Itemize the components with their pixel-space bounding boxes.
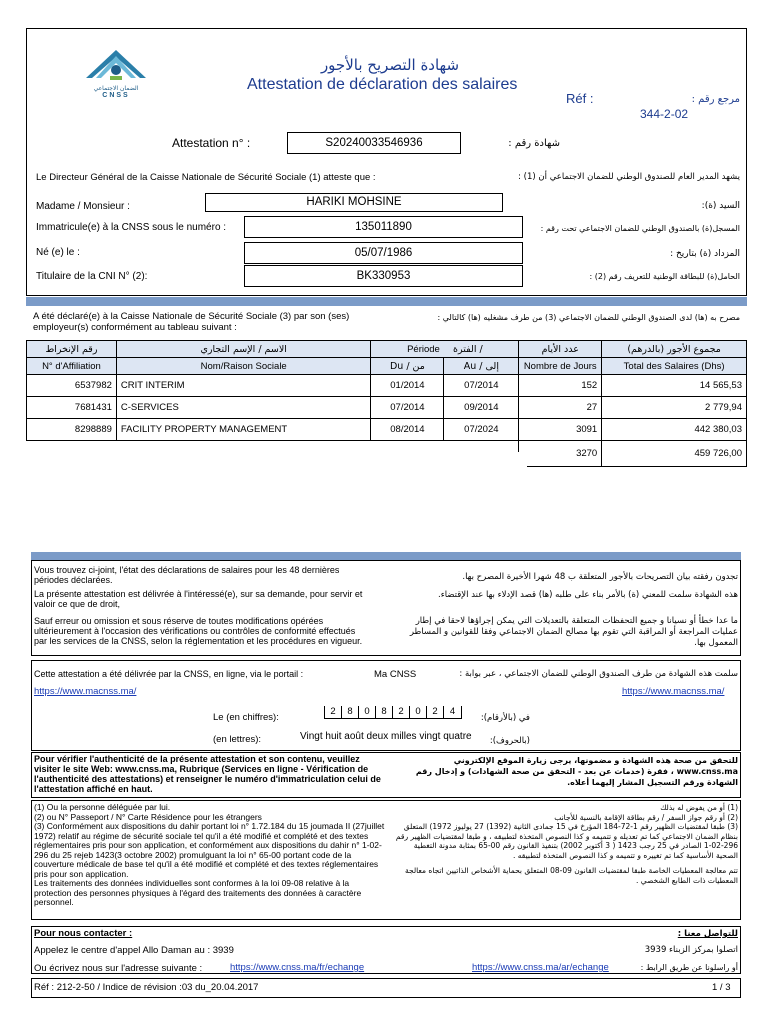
date-digit: 0 bbox=[359, 706, 376, 718]
note-3-ar: ما عدا خطأ أو نسيانا و جميع التحفظات المتعلقة بالتعديلات التي يمكن إجراؤها لاحقا في إطار عمليات المراجعة أو المراقبة التي تقوم بها مصالح الضمان الاجتماعي وفقا للقوانين و المساطر المعمول بها. bbox=[409, 616, 738, 648]
note-1-fr: Vous trouvez ci-joint, l'état des déclarations de salaires pour les 48 dernières périodes déclarées. bbox=[34, 565, 340, 585]
th-affiliation-fr: N° d'Affiliation bbox=[27, 358, 117, 375]
footer-ref: Réf : 212-2-50 / Indice de révision :03 du_20.04.2017 bbox=[34, 982, 259, 993]
portal-link-right[interactable]: https://www.macnss.ma/ bbox=[622, 686, 725, 697]
cell-name: FACILITY PROPERTY MANAGEMENT bbox=[116, 419, 371, 441]
cell-du: 07/2014 bbox=[371, 397, 444, 419]
table-row bbox=[27, 375, 747, 397]
ref-label-fr: Réf : bbox=[566, 91, 594, 106]
th-days-fr: Nombre de Jours bbox=[519, 358, 602, 375]
cnss-logo-icon bbox=[80, 48, 152, 82]
letters-label-ar: (بالحروف): bbox=[489, 736, 530, 746]
contact-call-ar: اتصلوا بمركز الزبناء 3939 bbox=[644, 945, 738, 955]
title-ar: شهادة التصريح بالأجور bbox=[320, 56, 460, 74]
page-number: 1 / 3 bbox=[712, 982, 731, 993]
cell-affiliation: 6537982 bbox=[27, 375, 117, 397]
note-1-ar: تجدون رفقته بيان التصريحات بالأجور المتعلقة ب 48 شهرا الأخيرة المصرح بها. bbox=[462, 572, 738, 582]
cell-affiliation: 8298889 bbox=[27, 419, 117, 441]
field-label-birth-ar: المزداد (ة) بتاريخ : bbox=[670, 249, 740, 259]
portal-link-left[interactable]: https://www.macnss.ma/ bbox=[34, 686, 137, 697]
field-value-birth: 05/07/1986 bbox=[244, 242, 523, 264]
field-label-name-ar: السيد (ة): bbox=[701, 201, 740, 211]
date-digit: 2 bbox=[325, 706, 342, 718]
contact-call-fr: Appelez le centre d'appel Allo Daman au : 3939 bbox=[34, 945, 234, 956]
cell-days: 3091 bbox=[519, 419, 602, 441]
intro-fr: Le Directeur Général de la Caisse Nationale de Sécurité Sociale (1) atteste que : bbox=[36, 172, 376, 183]
footnote-3-ar: (3) طبقا لمقتضيات الظهير رقم 1-72-184 المؤرخ في 15 جمادى الثانية (1392) 27 يوليوز 1972) المتعلق بنظام الضمان الاجتماعي كما تم تعديله و تتميمه و كذا النصوص المتخذة لتطبيقه ، و طبقا لمقتضيات الظهير رقم 296-02-1 الصادر في 25 رجب 1423 ( 3 أكتوبر 2002) بتنفيذ القانون رقم 00-65 بمثابة مدونة التغطية الصحية الأساسية كما تم تغييره و تتميمه و كذا النصوص المتخذة لتطبيقه . bbox=[395, 822, 738, 860]
field-label-birth: Né (e) le : bbox=[36, 247, 80, 258]
logo-caption-ar: الضمان الاجتماعي bbox=[93, 85, 139, 92]
cell-au: 09/2014 bbox=[444, 397, 519, 419]
footnote-2-ar: (2) أو رقم جواز السفر / رقم بطاقة الإقامة بالنسبة للأجانب bbox=[554, 812, 738, 822]
declared-ar: مصرح به (ها) لدى الصندوق الوطني للضمان الاجتماعي (3) من طرف مشغليه (ها) كالتالي : bbox=[437, 313, 740, 322]
th-days-ar: عدد الأيام bbox=[519, 341, 602, 358]
cell-total: 14 565,53 bbox=[602, 375, 747, 397]
contact-link-ar[interactable]: https://www.cnss.ma/ar/echange bbox=[472, 962, 609, 973]
th-total-ar: مجموع الأجور (بالدرهم) bbox=[602, 341, 747, 358]
declared-fr: A été déclaré(e) à la Caisse Nationale de Sécurité Sociale (3) par son (ses) employeur(s) conformément au tableau suivant : bbox=[33, 311, 350, 333]
footnote-1-ar: (1) أو من يفوض له بذلك bbox=[660, 803, 738, 812]
th-au: Au / إلى bbox=[444, 358, 519, 375]
cell-total: 2 779,94 bbox=[602, 397, 747, 419]
footnotes-ar bbox=[390, 803, 738, 885]
field-label-cni: Titulaire de la CNI N° (2): bbox=[36, 271, 148, 282]
th-affiliation-ar: رقم الإنخراط bbox=[27, 341, 117, 358]
field-label-cnss-ar: المسجل(ة) بالصندوق الوطني للضمان الاجتماعي تحت رقم : bbox=[540, 224, 740, 233]
cell-name: C-SERVICES bbox=[116, 397, 371, 419]
footnote-4-fr: Les traitements des données individuelles sont conformes à la loi 09-08 relative à la protection des personnes physiques à l'égard des traitements des données à caractère personnel. bbox=[34, 878, 362, 907]
table-row bbox=[27, 419, 747, 441]
contact-title-fr: Pour nous contacter : bbox=[34, 928, 133, 939]
attestation-label: Attestation n° : bbox=[172, 136, 251, 150]
salaries-table bbox=[26, 340, 747, 467]
separator-bar bbox=[26, 297, 747, 306]
sum-total: 459 726,00 bbox=[602, 441, 747, 467]
attestation-number: S20240033546936 bbox=[287, 132, 461, 154]
footnote-4-ar: تتم معالجة المعطيات الخاصة طبقا لمقتضيات القانون 09-08 المتعلق بحماية الأشخاص الذاتيين اتجاه معالجة المعطيات ذات الطابع الشخصي . bbox=[404, 866, 738, 885]
sum-days: 3270 bbox=[519, 441, 602, 467]
th-du: Du / من bbox=[371, 358, 444, 375]
field-label-cni-ar: الحامل(ة) للبطاقة الوطنية للتعريف رقم (2) : bbox=[589, 272, 740, 281]
cell-du: 08/2014 bbox=[371, 419, 444, 441]
lower-separator-bar bbox=[31, 552, 741, 560]
footnote-2-fr: (2) ou N° Passeport / N° Carte Résidence pour les étrangers bbox=[34, 811, 262, 822]
date-digits bbox=[324, 706, 462, 719]
field-label-cnss: Immatricule(e) à la CNSS sous le numéro : bbox=[36, 222, 227, 233]
title-fr: Attestation de déclaration des salaires bbox=[247, 76, 518, 93]
letters-label-fr: (en lettres): bbox=[213, 734, 262, 745]
date-label-fr: Le (en chiffres): bbox=[213, 712, 279, 723]
footnote-1-fr: (1) Ou la personne déléguée par lui. bbox=[34, 802, 171, 812]
cell-total: 442 380,03 bbox=[602, 419, 747, 441]
cell-days: 27 bbox=[519, 397, 602, 419]
th-total-fr: Total des Salaires (Dhs) bbox=[602, 358, 747, 375]
intro-ar: يشهد المدير العام للصندوق الوطني للضمان الاجتماعي أن (1) : bbox=[518, 172, 740, 182]
note-3-fr: Sauf erreur ou omission et sous réserve de toutes modifications opérées ultérieurement à l'occasion des vérifications ou contrôles de conformité effectués par les services de la CNSS, selon la réglementation et les procédures en vigueur. bbox=[34, 616, 363, 646]
table-total-filler bbox=[27, 452, 527, 476]
delivery-fr: Cette attestation a été délivrée par la CNSS, en ligne, via le portail : bbox=[34, 669, 304, 679]
table-row bbox=[27, 397, 747, 419]
field-value-cnss: 135011890 bbox=[244, 216, 523, 238]
contact-write-fr: Ou écrivez nous sur l'adresse suivante : bbox=[34, 963, 203, 974]
contact-link-fr[interactable]: https://www.cnss.ma/fr/echange bbox=[230, 962, 365, 973]
date-digit: 8 bbox=[376, 706, 393, 718]
cell-au: 07/2014 bbox=[444, 375, 519, 397]
footnote-3-fr: (3) Conformément aux dispositions du dahir portant loi n° 1.72.184 du 15 joumada II (27juillet 1972) relatif au régime de sécurité sociale tel qu'il a été modifié et complété et des textes réglementaires pris pour son application, et conformément aux dispositions du dahir n° 1-02-296 du 25 rejeb 1423(3 octobre 2002) promulguant la loi n° 65-00 portant code de la couverture médicale de base tel qu'il a été modifié et complété et des textes réglementaires pris pour son application. bbox=[34, 821, 385, 879]
delivery-ar: سلمت هذه الشهادة من طرف الصندوق الوطني للضمان الاجتماعي ، عبر بوابة : bbox=[459, 669, 738, 679]
cell-name: CRIT INTERIM bbox=[116, 375, 371, 397]
cnss-logo bbox=[80, 48, 152, 98]
cell-au: 07/2024 bbox=[444, 419, 519, 441]
th-period-fr: Période bbox=[407, 343, 440, 355]
th-period-ar: الفترة / bbox=[453, 343, 483, 355]
th-period bbox=[371, 341, 519, 358]
cell-du: 01/2014 bbox=[371, 375, 444, 397]
th-name-ar: الاسم / الإسم التجاري bbox=[116, 341, 371, 358]
field-value-cni: BK330953 bbox=[244, 265, 523, 287]
date-label-ar: في (بالأرقام): bbox=[480, 713, 530, 723]
logo-caption-fr: CNSS bbox=[102, 92, 130, 99]
contact-title-ar: للتواصل معنا : bbox=[677, 929, 738, 939]
th-name-fr: Nom/Raison Sociale bbox=[116, 358, 371, 375]
field-value-name: HARIKI MOHSINE bbox=[205, 193, 503, 212]
date-digit: 4 bbox=[449, 706, 456, 717]
verify-fr: Pour vérifier l'authenticité de la présente attestation et son contenu, veuillez visiter le site Web: www.cnss.ma, Rubrique (Services en ligne - Vérification de l'authenticité des attestations) et renseigner le numéro d'immatriculation celui de l'attestation affiché en haut. bbox=[34, 754, 381, 794]
note-2-ar: هذه الشهادة سلمت للمعني (ة) بالأمر بناء على طلبه (ها) قصد الإدلاء بها عند الإقتضاء. bbox=[438, 590, 738, 600]
verify-ar: للتحقق من صحة هذه الشهادة و مضمونها، يرجى زيارة الموقع الإلكتروني www.cnss.ma ، فقرة (خدمات عن بعد - التحقق من صحة الشهادات) و إدخال رقم الشهادة ورقم التسجيل المشار إليهما أعلاه. bbox=[415, 756, 738, 787]
field-label-name: Madame / Monsieur : bbox=[36, 201, 130, 212]
letters-value: Vingt huit août deux milles vingt quatre bbox=[300, 731, 472, 742]
cell-days: 152 bbox=[519, 375, 602, 397]
note-2-fr: La présente attestation est délivrée à l'intéressé(e), sur sa demande, pour servir et valoir ce que de droit, bbox=[34, 589, 363, 609]
date-digit: 2 bbox=[393, 706, 410, 718]
ref-value: 344-2-02 bbox=[640, 107, 689, 121]
date-digit: 8 bbox=[342, 706, 359, 718]
delivery-portal: Ma CNSS bbox=[374, 669, 417, 680]
date-digit: 0 bbox=[410, 706, 427, 718]
ref-label-ar: مرجع رقم : bbox=[691, 94, 740, 105]
footnotes-fr bbox=[34, 803, 386, 908]
cell-affiliation: 7681431 bbox=[27, 397, 117, 419]
contact-write-ar: أو راسلونا عن طريق الرابط : bbox=[640, 963, 738, 972]
date-digit: 2 bbox=[427, 706, 444, 718]
attestation-label-ar: شهادة رقم : bbox=[508, 138, 560, 149]
